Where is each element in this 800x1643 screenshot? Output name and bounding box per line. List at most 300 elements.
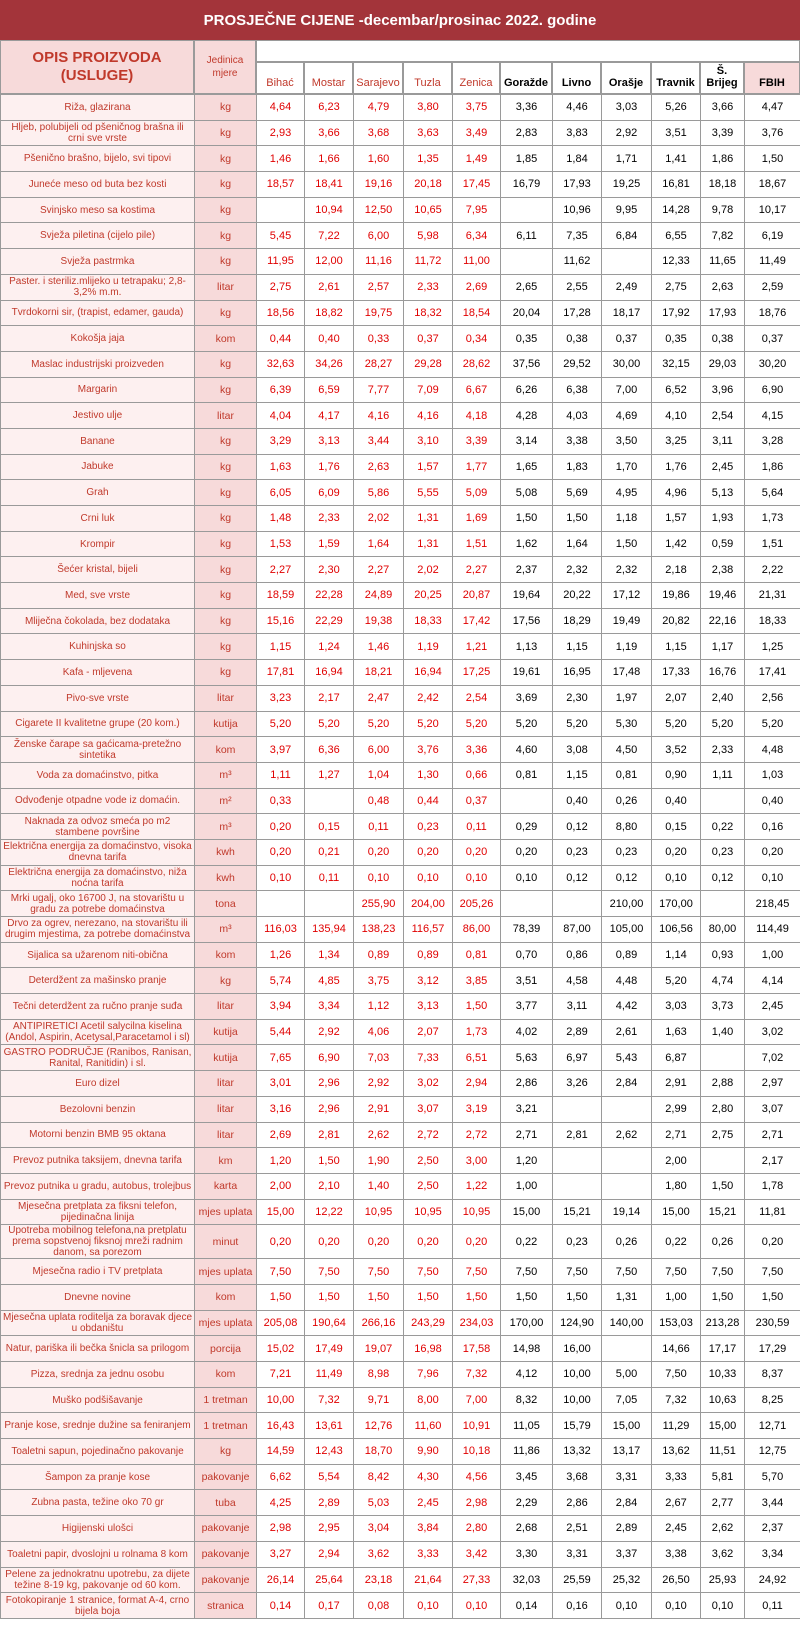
price-cell: 3,66 xyxy=(305,120,354,146)
price-cell: 3,52 xyxy=(652,737,701,763)
price-cell: 26,14 xyxy=(257,1567,305,1593)
price-cell: 1,53 xyxy=(257,531,305,557)
unit-of-measure: kg xyxy=(195,428,257,454)
unit-of-measure: litar xyxy=(195,685,257,711)
price-cell: 2,71 xyxy=(501,1122,553,1148)
price-cell: 4,47 xyxy=(745,95,800,121)
table-row xyxy=(1,814,800,840)
product-name: Bezolovni benzin xyxy=(1,1096,195,1122)
table-row xyxy=(1,1148,800,1174)
price-cell: 2,91 xyxy=(354,1096,404,1122)
price-cell: 4,79 xyxy=(354,95,404,121)
product-name: ANTIPIRETICI Acetil salycilna kiselina (Andol, Aspirin, Acetysal,Paracetamol i sl) xyxy=(1,1019,195,1045)
price-cell: 3,21 xyxy=(501,1096,553,1122)
price-cell: 0,37 xyxy=(602,326,652,352)
price-cell: 19,14 xyxy=(602,1199,652,1225)
price-cell: 135,94 xyxy=(305,917,354,943)
price-cell: 20,18 xyxy=(404,172,453,198)
product-name: Prevoz putnika taksijem, dnevna tarifa xyxy=(1,1148,195,1174)
price-cell: 24,89 xyxy=(354,583,404,609)
price-cell: 1,50 xyxy=(745,146,800,172)
price-cell: 37,56 xyxy=(501,351,553,377)
price-cell: 6,00 xyxy=(354,223,404,249)
price-cell: 0,38 xyxy=(553,326,602,352)
price-cell: 25,93 xyxy=(701,1567,745,1593)
price-cell: 6,90 xyxy=(305,1045,354,1071)
price-cell: 20,25 xyxy=(404,583,453,609)
price-cell: 0,81 xyxy=(501,762,553,788)
price-cell: 2,37 xyxy=(745,1516,800,1542)
table-row xyxy=(1,1567,800,1593)
price-cell: 116,57 xyxy=(404,917,453,943)
price-cell: 6,51 xyxy=(453,1045,501,1071)
price-cell: 2,07 xyxy=(404,1019,453,1045)
table-row xyxy=(1,994,800,1020)
price-cell: 1,50 xyxy=(553,1284,602,1310)
price-cell: 2,62 xyxy=(354,1122,404,1148)
price-cell: 2,61 xyxy=(305,274,354,300)
product-name: Jabuke xyxy=(1,454,195,480)
price-cell: 18,57 xyxy=(257,172,305,198)
price-cell: 3,08 xyxy=(553,737,602,763)
price-cell: 3,10 xyxy=(404,428,453,454)
price-cell: 0,35 xyxy=(652,326,701,352)
price-cell: 3,62 xyxy=(354,1541,404,1567)
price-cell: 2,30 xyxy=(553,685,602,711)
product-name: GASTRO PODRUČJE (Ranibos, Ranisan, Ranital, Ranitidin) i sl. xyxy=(1,1045,195,1071)
price-cell: 11,95 xyxy=(257,249,305,275)
price-cell: 1,49 xyxy=(453,146,501,172)
price-cell: 87,00 xyxy=(553,917,602,943)
price-cell: 1,80 xyxy=(652,1173,701,1199)
price-cell: 4,04 xyxy=(257,403,305,429)
price-cell: 0,11 xyxy=(305,865,354,891)
unit-of-measure: kg xyxy=(195,120,257,146)
product-name: Natur, pariška ili bečka šnicla sa prilogom xyxy=(1,1336,195,1362)
price-cell: 7,50 xyxy=(701,1259,745,1285)
price-cell: 6,67 xyxy=(453,377,501,403)
product-name: Higijenski ulošci xyxy=(1,1516,195,1542)
price-cell: 4,15 xyxy=(745,403,800,429)
price-cell: 255,90 xyxy=(354,891,404,917)
price-cell: 3,14 xyxy=(501,428,553,454)
price-cell: 4,16 xyxy=(404,403,453,429)
price-cell: 7,82 xyxy=(701,223,745,249)
price-cell: 22,16 xyxy=(701,608,745,634)
price-cell: 3,02 xyxy=(745,1019,800,1045)
price-cell: 3,51 xyxy=(501,968,553,994)
price-cell: 2,96 xyxy=(305,1096,354,1122)
price-cell: 4,28 xyxy=(501,403,553,429)
unit-of-measure: 1 tretman xyxy=(195,1387,257,1413)
unit-of-measure: kwh xyxy=(195,839,257,865)
product-name: Krompir xyxy=(1,531,195,557)
price-cell: 1,22 xyxy=(453,1173,501,1199)
price-cell: 12,00 xyxy=(305,249,354,275)
unit-of-measure: kutija xyxy=(195,1019,257,1045)
product-name: Električna energija za domaćinstvo, visoka dnevna tarifa xyxy=(1,839,195,865)
price-cell: 0,20 xyxy=(453,1225,501,1259)
unit-of-measure: pakovanje xyxy=(195,1464,257,1490)
price-cell: 0,37 xyxy=(453,788,501,814)
product-name: Svježa pastrmka xyxy=(1,249,195,275)
unit-of-measure: karta xyxy=(195,1173,257,1199)
price-cell: 2,98 xyxy=(257,1516,305,1542)
price-cell: 34,26 xyxy=(305,351,354,377)
price-cell: 1,14 xyxy=(652,942,701,968)
price-cell: 16,79 xyxy=(501,172,553,198)
price-cell: 1,85 xyxy=(501,146,553,172)
price-cell: 8,25 xyxy=(745,1387,800,1413)
price-cell: 1,50 xyxy=(305,1148,354,1174)
price-cell: 5,74 xyxy=(257,968,305,994)
price-cell: 11,72 xyxy=(404,249,453,275)
product-name: Crni luk xyxy=(1,506,195,532)
price-cell: 4,14 xyxy=(745,968,800,994)
table-row xyxy=(1,1516,800,1542)
price-cell: 0,86 xyxy=(553,942,602,968)
price-cell: 1,65 xyxy=(501,454,553,480)
price-cell: 1,50 xyxy=(354,1284,404,1310)
price-cell: 9,95 xyxy=(602,197,652,223)
price-cell: 12,33 xyxy=(652,249,701,275)
price-cell: 7,50 xyxy=(745,1259,800,1285)
table-row xyxy=(1,917,800,943)
price-cell: 1,97 xyxy=(602,685,652,711)
price-cell: 2,83 xyxy=(501,120,553,146)
price-cell: 2,98 xyxy=(453,1490,501,1516)
price-cell: 10,96 xyxy=(553,197,602,223)
price-cell: 3,96 xyxy=(701,377,745,403)
unit-of-measure: pakovanje xyxy=(195,1567,257,1593)
column-header-city: Sarajevo xyxy=(353,62,403,94)
price-cell: 2,56 xyxy=(745,685,800,711)
price-cell: 8,00 xyxy=(404,1387,453,1413)
price-cell: 3,69 xyxy=(501,685,553,711)
unit-of-measure: m³ xyxy=(195,814,257,840)
unit-of-measure: kg xyxy=(195,300,257,326)
unit-of-measure: kg xyxy=(195,583,257,609)
table-row xyxy=(1,1464,800,1490)
product-name: Cigarete II kvalitetne grupe (20 kom.) xyxy=(1,711,195,737)
price-cell: 0,11 xyxy=(745,1593,800,1619)
price-cell: 3,03 xyxy=(602,95,652,121)
price-cell: 17,93 xyxy=(701,300,745,326)
price-cell: 28,27 xyxy=(354,351,404,377)
price-cell: 2,63 xyxy=(701,274,745,300)
product-name: Kuhinjska so xyxy=(1,634,195,660)
price-cell: 0,81 xyxy=(602,762,652,788)
table-row xyxy=(1,711,800,737)
price-cell: 2,49 xyxy=(602,274,652,300)
price-cell: 10,00 xyxy=(257,1387,305,1413)
price-cell: 19,25 xyxy=(602,172,652,198)
price-cell: 2,94 xyxy=(305,1541,354,1567)
price-cell: 1,63 xyxy=(257,454,305,480)
price-cell: 4,48 xyxy=(745,737,800,763)
column-header-opis: OPIS PROIZVODA (USLUGE) xyxy=(0,40,194,94)
price-cell: 3,16 xyxy=(257,1096,305,1122)
price-cell: 0,08 xyxy=(354,1593,404,1619)
price-cell: 1,25 xyxy=(745,634,800,660)
price-cell: 2,84 xyxy=(602,1071,652,1097)
price-cell: 0,38 xyxy=(701,326,745,352)
price-cell: 14,59 xyxy=(257,1439,305,1465)
price-cell: 170,00 xyxy=(501,1310,553,1336)
price-cell: 15,00 xyxy=(257,1199,305,1225)
price-cell: 1,18 xyxy=(602,506,652,532)
price-cell: 6,00 xyxy=(354,737,404,763)
price-cell: 0,12 xyxy=(553,865,602,891)
price-cell: 2,80 xyxy=(453,1516,501,1542)
price-cell: 0,10 xyxy=(354,865,404,891)
price-cell: 0,14 xyxy=(501,1593,553,1619)
price-cell: 30,20 xyxy=(745,351,800,377)
price-cell: 3,94 xyxy=(257,994,305,1020)
table-row xyxy=(1,891,800,917)
price-cell: 2,92 xyxy=(354,1071,404,1097)
price-cell: 0,10 xyxy=(745,865,800,891)
price-cell: 0,90 xyxy=(652,762,701,788)
price-cell xyxy=(553,1096,602,1122)
price-cell: 7,50 xyxy=(652,1259,701,1285)
price-cell: 6,84 xyxy=(602,223,652,249)
price-cell: 3,23 xyxy=(257,685,305,711)
price-cell: 3,13 xyxy=(305,428,354,454)
price-cell: 0,10 xyxy=(652,865,701,891)
unit-of-measure: kg xyxy=(195,249,257,275)
price-cell: 2,27 xyxy=(257,557,305,583)
table-row xyxy=(1,1122,800,1148)
unit-of-measure: litar xyxy=(195,274,257,300)
price-cell xyxy=(602,1148,652,1174)
price-cell: 2,18 xyxy=(652,557,701,583)
table-row xyxy=(1,583,800,609)
price-cell: 6,55 xyxy=(652,223,701,249)
table-row xyxy=(1,377,800,403)
price-cell: 0,20 xyxy=(453,839,501,865)
price-cell: 2,96 xyxy=(305,1071,354,1097)
price-cell: 18,32 xyxy=(404,300,453,326)
unit-of-measure: km xyxy=(195,1148,257,1174)
price-cell: 2,86 xyxy=(553,1490,602,1516)
price-cell: 1,15 xyxy=(553,762,602,788)
price-cell: 7,77 xyxy=(354,377,404,403)
price-cell: 17,49 xyxy=(305,1336,354,1362)
price-cell: 3,03 xyxy=(652,994,701,1020)
price-cell: 1,62 xyxy=(501,531,553,557)
price-cell: 4,02 xyxy=(501,1019,553,1045)
price-cell: 1,41 xyxy=(652,146,701,172)
product-name: Margarin xyxy=(1,377,195,403)
price-cell: 1,73 xyxy=(453,1019,501,1045)
price-cell: 3,07 xyxy=(745,1096,800,1122)
price-cell: 1,90 xyxy=(354,1148,404,1174)
price-cell: 1,93 xyxy=(701,506,745,532)
price-cell: 4,46 xyxy=(553,95,602,121)
price-cell: 4,69 xyxy=(602,403,652,429)
column-header-city: Orašje xyxy=(601,62,651,94)
price-cell: 5,69 xyxy=(553,480,602,506)
price-cell: 0,22 xyxy=(501,1225,553,1259)
price-cell: 15,02 xyxy=(257,1336,305,1362)
price-cell: 2,63 xyxy=(354,454,404,480)
price-cell: 18,41 xyxy=(305,172,354,198)
price-cell: 29,28 xyxy=(404,351,453,377)
price-cell: 6,52 xyxy=(652,377,701,403)
price-cell: 2,97 xyxy=(745,1071,800,1097)
product-name: Grah xyxy=(1,480,195,506)
price-cell: 6,11 xyxy=(501,223,553,249)
price-cell: 2,22 xyxy=(745,557,800,583)
unit-of-measure: mjes uplata xyxy=(195,1310,257,1336)
table-row xyxy=(1,531,800,557)
price-cell: 27,33 xyxy=(453,1567,501,1593)
unit-of-measure: kg xyxy=(195,634,257,660)
price-cell: 0,26 xyxy=(701,1225,745,1259)
price-cell: 2,00 xyxy=(652,1148,701,1174)
price-cell: 1,15 xyxy=(553,634,602,660)
price-cell: 3,33 xyxy=(404,1541,453,1567)
price-cell: 1,50 xyxy=(701,1173,745,1199)
price-cell: 2,50 xyxy=(404,1148,453,1174)
product-name: Deterdžent za mašinsko pranje xyxy=(1,968,195,994)
price-cell: 1,40 xyxy=(701,1019,745,1045)
unit-of-measure: stranica xyxy=(195,1593,257,1619)
price-cell: 29,03 xyxy=(701,351,745,377)
unit-of-measure: kg xyxy=(195,146,257,172)
price-cell: 5,13 xyxy=(701,480,745,506)
price-cell: 6,97 xyxy=(553,1045,602,1071)
price-cell: 2,69 xyxy=(257,1122,305,1148)
price-cell: 3,29 xyxy=(257,428,305,454)
price-cell: 3,85 xyxy=(453,968,501,994)
price-cell: 1,19 xyxy=(602,634,652,660)
price-cell: 3,49 xyxy=(453,120,501,146)
price-cell: 0,12 xyxy=(602,865,652,891)
price-cell: 2,72 xyxy=(404,1122,453,1148)
price-cell: 10,00 xyxy=(553,1387,602,1413)
price-cell: 3,97 xyxy=(257,737,305,763)
unit-of-measure: kwh xyxy=(195,865,257,891)
price-cell: 7,50 xyxy=(652,1362,701,1388)
table-row xyxy=(1,1490,800,1516)
price-cell: 5,64 xyxy=(745,480,800,506)
price-cell: 17,81 xyxy=(257,660,305,686)
unit-of-measure: pakovanje xyxy=(195,1516,257,1542)
price-cell: 1,50 xyxy=(701,1284,745,1310)
price-cell: 1,86 xyxy=(745,454,800,480)
price-cell: 10,33 xyxy=(701,1362,745,1388)
column-header-city: Travnik xyxy=(651,62,700,94)
table-row xyxy=(1,1284,800,1310)
price-cell: 32,15 xyxy=(652,351,701,377)
price-cell: 3,76 xyxy=(404,737,453,763)
price-cell: 4,16 xyxy=(354,403,404,429)
product-name: Svinjsko meso sa kostima xyxy=(1,197,195,223)
product-name: Med, sve vrste xyxy=(1,583,195,609)
price-cell: 0,40 xyxy=(553,788,602,814)
price-cell: 2,45 xyxy=(404,1490,453,1516)
price-cell: 10,95 xyxy=(404,1199,453,1225)
price-cell: 6,23 xyxy=(305,95,354,121)
price-cell: 3,50 xyxy=(602,428,652,454)
price-cell: 2,50 xyxy=(404,1173,453,1199)
price-cell xyxy=(501,891,553,917)
price-cell: 4,06 xyxy=(354,1019,404,1045)
product-name: Dnevne novine xyxy=(1,1284,195,1310)
table-row xyxy=(1,1096,800,1122)
price-cell: 7,50 xyxy=(602,1259,652,1285)
price-cell: 1,76 xyxy=(652,454,701,480)
price-cell: 1,57 xyxy=(652,506,701,532)
price-cell: 19,49 xyxy=(602,608,652,634)
price-cell: 243,29 xyxy=(404,1310,453,1336)
column-header-city: FBIH xyxy=(744,62,800,94)
price-cell: 0,48 xyxy=(354,788,404,814)
price-cell: 1,48 xyxy=(257,506,305,532)
price-cell: 2,89 xyxy=(305,1490,354,1516)
price-cell: 32,63 xyxy=(257,351,305,377)
price-cell: 1,42 xyxy=(652,531,701,557)
price-cell: 11,29 xyxy=(652,1413,701,1439)
product-name: Mjesečna uplata roditelja za boravak djece u obdaništu xyxy=(1,1310,195,1336)
unit-of-measure: litar xyxy=(195,1122,257,1148)
price-cell: 5,20 xyxy=(354,711,404,737)
price-cell: 1,63 xyxy=(652,1019,701,1045)
price-cell: 3,63 xyxy=(404,120,453,146)
price-cell: 18,67 xyxy=(745,172,800,198)
price-cell: 0,22 xyxy=(701,814,745,840)
price-cell: 1,64 xyxy=(553,531,602,557)
price-cell: 0,10 xyxy=(602,1593,652,1619)
price-cell: 2,17 xyxy=(745,1148,800,1174)
unit-of-measure: kom xyxy=(195,1284,257,1310)
table-row xyxy=(1,1071,800,1097)
price-cell: 1,50 xyxy=(305,1284,354,1310)
unit-of-measure: kg xyxy=(195,351,257,377)
price-cell: 7,50 xyxy=(257,1259,305,1285)
product-name: Mrki ugalj, oko 16700 J, na stovarištu u gradu za potrebe domaćinstva xyxy=(1,891,195,917)
price-cell: 2,68 xyxy=(501,1516,553,1542)
price-cell: 3,13 xyxy=(404,994,453,1020)
price-cell: 0,23 xyxy=(553,1225,602,1259)
price-cell: 0,23 xyxy=(701,839,745,865)
price-cell: 15,21 xyxy=(701,1199,745,1225)
price-cell: 0,10 xyxy=(501,865,553,891)
unit-of-measure: m³ xyxy=(195,917,257,943)
price-cell: 19,61 xyxy=(501,660,553,686)
price-cell: 1,50 xyxy=(257,1284,305,1310)
price-cell: 0,20 xyxy=(745,839,800,865)
price-cell: 5,45 xyxy=(257,223,305,249)
column-header-city: Livno xyxy=(552,62,601,94)
product-name: Fotokopiranje 1 stranice, format A-4, crno bijela boja xyxy=(1,1593,195,1619)
price-cell: 0,33 xyxy=(354,326,404,352)
column-header-city: Bihać xyxy=(256,62,304,94)
price-cell: 3,01 xyxy=(257,1071,305,1097)
price-cell: 21,64 xyxy=(404,1567,453,1593)
price-cell: 0,10 xyxy=(257,865,305,891)
price-cell: 4,17 xyxy=(305,403,354,429)
unit-of-measure: kom xyxy=(195,326,257,352)
price-cell: 0,14 xyxy=(257,1593,305,1619)
price-cell: 5,20 xyxy=(745,711,800,737)
price-cell: 15,16 xyxy=(257,608,305,634)
price-cell: 12,43 xyxy=(305,1439,354,1465)
price-cell: 1,60 xyxy=(354,146,404,172)
price-cell: 9,71 xyxy=(354,1387,404,1413)
